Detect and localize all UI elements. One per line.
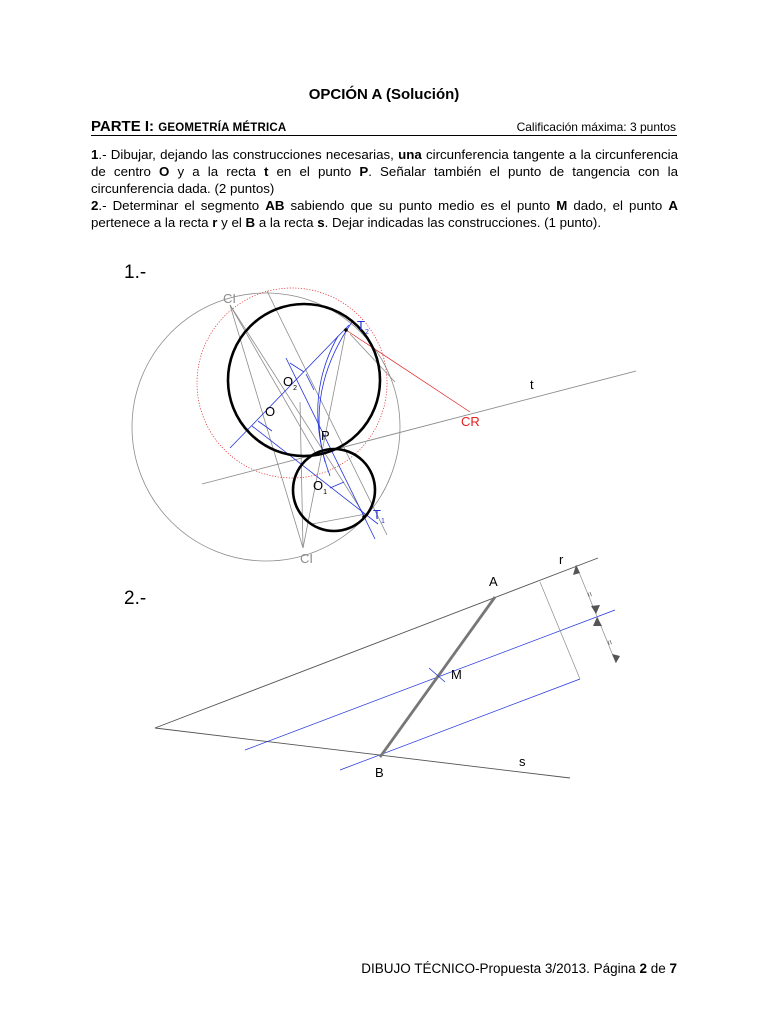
figure-2-label: 2.- [124, 588, 147, 609]
equal-mark-1: = [584, 590, 596, 599]
parallel-through-b [340, 679, 580, 770]
figure-1 [124, 262, 636, 566]
label-o2-main: O [283, 374, 294, 389]
footer-de: de [646, 961, 670, 976]
footer-page-number: 2 [639, 961, 647, 976]
section-name: GEOMETRÍA MÉTRICA [158, 122, 287, 134]
line-r [155, 558, 598, 728]
label-line-s: s [519, 754, 526, 769]
q2-text-5: y el [217, 215, 246, 230]
parallel-through-m [245, 610, 615, 750]
footer-text: DIBUJO TÉCNICO-Propuesta 3/2013. Página [361, 961, 640, 976]
exercise-1-number: 1 [91, 147, 99, 162]
q2-bold-3: A [668, 198, 678, 213]
label-o1-sub: 1 [323, 489, 328, 496]
q1-bold-2: O [159, 164, 170, 179]
line-s [155, 728, 570, 778]
q1-text-3: y a la recta [169, 164, 264, 179]
label-a: A [489, 574, 498, 589]
equal-mark-2: = [604, 638, 616, 647]
tick-o2b [306, 374, 314, 390]
point-t2 [344, 328, 348, 332]
dimension-arrows [573, 565, 620, 663]
label-p: P [321, 428, 330, 443]
q2-text-2: sabiendo que su punto medio es el punto [284, 198, 557, 213]
q1-text-5: . Señalar también el punto de tangencia con la circunferencia dada. (2 puntos) [91, 164, 678, 196]
exercise-2-number: 2 [91, 198, 99, 213]
arrow-top [573, 565, 580, 575]
q1-bold-1: una [398, 147, 422, 162]
q1-text-1: .- Dibujar, dejando las construcciones necesarias, [98, 147, 399, 162]
line-ci-bottom-to-o2 [300, 402, 303, 548]
point-t1 [362, 515, 366, 519]
line-o-t1 [252, 426, 378, 524]
tick-o1 [330, 482, 344, 488]
label-t2-main: T [357, 318, 365, 333]
q1-text-4: en el punto [268, 164, 360, 179]
q2-bold-4: r [212, 215, 218, 230]
label-o1 [313, 478, 327, 496]
q2-bold-1: AB [265, 198, 285, 213]
figure-1-label: 1.- [124, 262, 147, 283]
label-t2-sub: 2 [364, 329, 369, 336]
label-o: O [265, 404, 276, 419]
label-t1-main: T [373, 507, 381, 522]
line-ci-top-to-p [230, 305, 316, 454]
construction-distances [540, 565, 616, 679]
parallel-lines-blue [245, 610, 615, 770]
label-t1 [373, 507, 385, 525]
arrow-mid-2 [593, 617, 602, 626]
q1-text-2: circunferencia tangente a la circunferencia de centro [91, 147, 678, 179]
page-title: OPCIÓN A (Solución) [308, 86, 460, 103]
arrow-mid-1 [591, 605, 600, 614]
label-ci-bottom: CI [300, 551, 313, 566]
label-m: M [451, 667, 462, 682]
q2-text-4: pertenece a la recta [91, 215, 213, 230]
label-cr: CR [461, 414, 480, 429]
q1-bold-3: t [263, 164, 269, 179]
construction-lines-blue [230, 322, 378, 539]
label-t1-sub: 1 [380, 518, 385, 525]
q2-text-1: .- Determinar el segmento [98, 198, 266, 213]
label-line-t: t [530, 377, 534, 392]
label-o1-main: O [313, 478, 324, 493]
footer-total-pages: 7 [669, 961, 677, 976]
q1-bold-4: P [359, 164, 369, 179]
page-footer [361, 961, 677, 976]
figure-2 [124, 552, 620, 780]
label-b: B [375, 765, 384, 780]
section-prefix: PARTE I: [91, 118, 155, 135]
label-line-r: r [559, 552, 564, 567]
q2-text-7: . Dejar indicadas las construcciones. (1 punto). [324, 215, 602, 230]
construction-line-long [267, 291, 387, 535]
q2-bold-5: B [245, 215, 256, 230]
arrow-bottom [612, 654, 620, 663]
perpendicular-distance [540, 582, 580, 679]
q2-text-3: dado, el punto [567, 198, 669, 213]
label-ci-top: CI [223, 291, 236, 306]
label-o2-sub: 2 [293, 385, 298, 392]
q2-bold-2: M [556, 198, 568, 213]
q2-bold-6: s [317, 215, 325, 230]
max-score-note: Calificación máxima: 3 puntos [516, 120, 676, 134]
q2-text-6: a la recta [255, 215, 318, 230]
red-line-to-cr [346, 330, 470, 412]
